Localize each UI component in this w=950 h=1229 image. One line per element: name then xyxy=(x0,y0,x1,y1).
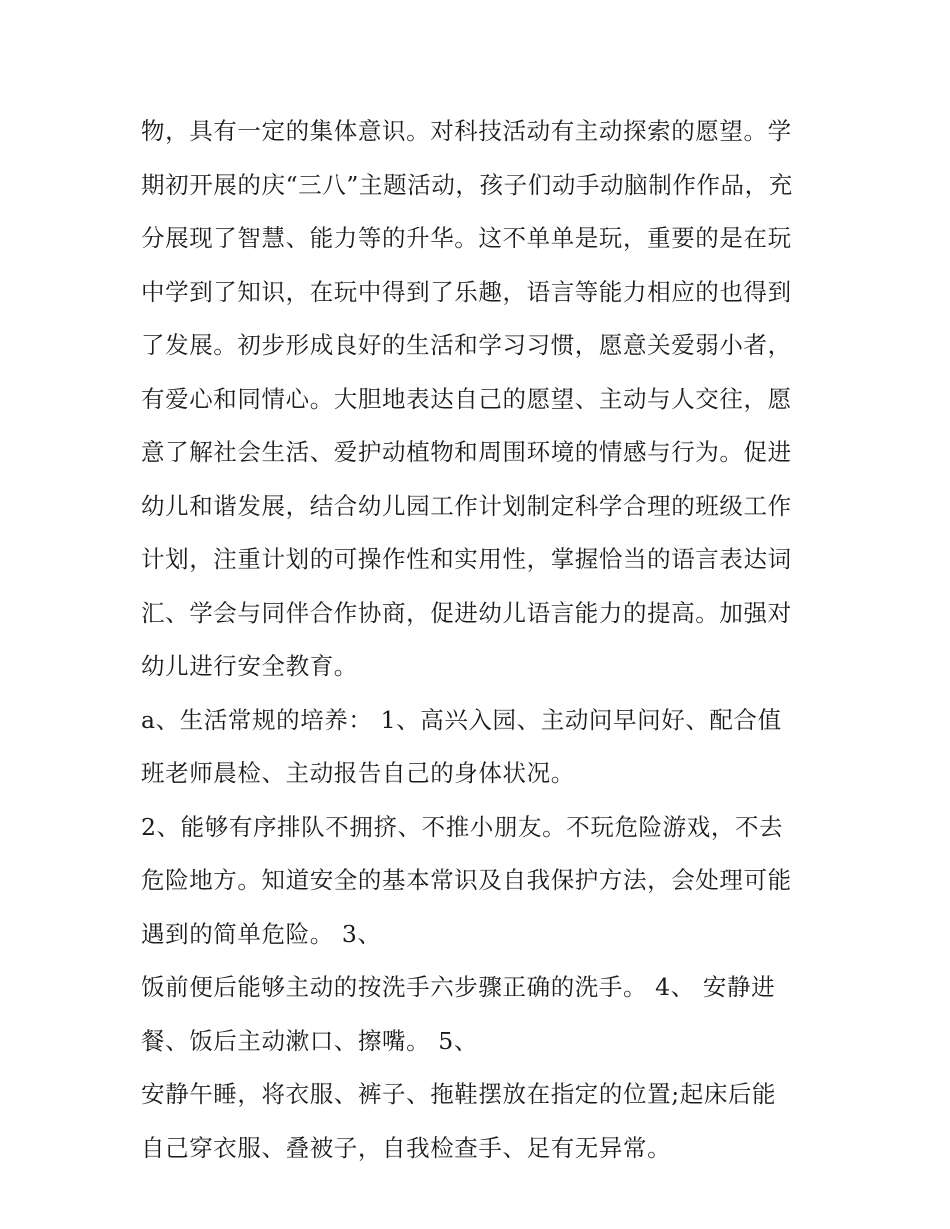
text-line: 班老师晨检、主动报告自己的身体状况。 xyxy=(141,759,575,787)
text-line: 计划，注重计划的可操作性和实用性，掌握恰当的语言表达词 xyxy=(141,545,792,573)
text-line: 自己穿衣服、叠被子，自我检查手、足有无异常。 xyxy=(141,1133,672,1162)
text-line: a、生活常规的培养： 1、高兴入园、主动问早问好、配合值 xyxy=(141,705,782,734)
text-line: 了发展。初步形成良好的生活和学习习惯，愿意关爱弱小者， xyxy=(141,331,792,359)
text-line: 幼儿和谐发展，结合幼儿园工作计划制定科学合理的班级工作 xyxy=(141,491,792,520)
text-line: 危险地方。知道安全的基本常识及自我保护方法，会处理可能 xyxy=(141,866,792,894)
text-line: 分展现了智慧、能力等的升华。这不单单是玩，重要的是在玩 xyxy=(141,224,792,252)
text-line: 幼儿进行安全教育。 xyxy=(141,652,358,680)
text-line: 中学到了知识，在玩中得到了乐趣，语言等能力相应的也得到 xyxy=(141,277,792,306)
text-line: 意了解社会生活、爱护动植物和周围环境的情感与行为。促进 xyxy=(141,438,792,466)
text-line: 安静午睡，将衣服、裤子、拖鞋摆放在指定的位置;起床后能 xyxy=(141,1080,777,1108)
text-line: 物，具有一定的集体意识。对科技活动有主动探索的愿望。学 xyxy=(141,117,792,145)
text-line: 有爱心和同情心。大胆地表达自己的愿望、主动与人交往，愿 xyxy=(141,384,792,413)
text-line: 餐、饭后主动漱口、擦嘴。 5、 xyxy=(141,1026,478,1055)
text-line: 遇到的简单危险。 3、 xyxy=(141,919,382,948)
text-line: 期初开展的庆“三八”主题活动，孩子们动手动脑制作作品，充 xyxy=(141,170,793,199)
text-line: 2、能够有序排队不拥挤、不推小朋友。不玩危险游戏，不去 xyxy=(141,812,784,841)
text-line: 汇、学会与同伴合作协商，促进幼儿语言能力的提高。加强对 xyxy=(141,598,792,627)
body-text xyxy=(141,105,821,1175)
text-line: 饭前便后能够主动的按洗手六步骤正确的洗手。 4、 安静进 xyxy=(141,973,776,1001)
